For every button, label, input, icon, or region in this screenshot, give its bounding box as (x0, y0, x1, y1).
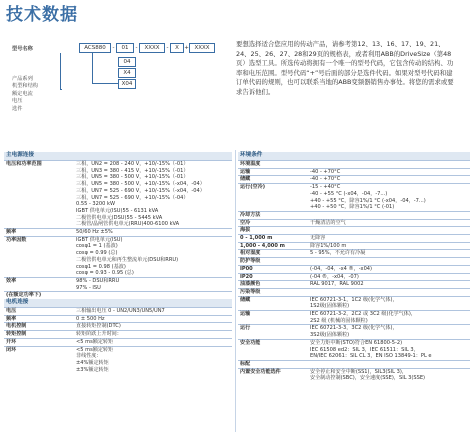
table-row (4, 292, 232, 299)
row-value (308, 176, 470, 184)
row-value-line: 二极管供电单元(DSU)55 - 5445 kVA (76, 214, 163, 221)
right-spec-table (238, 152, 470, 382)
row-value-line: -15 - +40°C (310, 184, 341, 191)
row-value-line: -40 - +70°C (310, 168, 341, 175)
type-code-subbox-x4: X4 (118, 68, 136, 78)
type-code-description: 要想选择适合您应用的传动产品，请参考第12、13、16、17、19、21、24、25、26、27、28和29页的规格表，或者利用ABB的DriveSize（第48页）选型工具。所选传动将拥有一个唯一的型号代码，它包含传动的结构、功率和电压范围。型号代码“+”号后面的部分是选件代码。如果对型号代码和建订单代码的规则，也可以联系当地的ABB变频器销售办事处。将您的需求或要求告诉他们。 (236, 40, 454, 96)
row-value (308, 250, 470, 258)
row-label: 1,000 - 4,000 m (238, 242, 308, 250)
table-row (4, 277, 232, 291)
table-row (238, 250, 470, 258)
type-code-labels (12, 46, 38, 114)
table-row (238, 176, 470, 184)
table-row (4, 236, 232, 277)
row-value-line: cosφ1 = 1 (基波) (76, 243, 118, 250)
row-value-line: RAL 9017，RAL 9002 (310, 281, 364, 288)
row-value-line: -40 - +70°C (310, 176, 341, 183)
type-code-subbox-x04: X04 (118, 79, 136, 89)
row-value-line: cosφ = 0.93 - 0.95 (总) (76, 270, 134, 277)
table-row (238, 242, 470, 250)
type-code-box-structure: 01 (116, 43, 134, 53)
row-value-line: 无降容 (310, 235, 326, 242)
bracket-line (60, 53, 62, 90)
row-label: 海拔 (238, 227, 308, 235)
row-value (308, 360, 470, 368)
table-row (238, 281, 470, 289)
row-value-line: 安全力矩中断(STO)符合EN 61800-5-2) (310, 339, 403, 346)
row-value-line: 三相，UN5 = 380 - 500 V，+10/-15%（-x04，-04） (76, 181, 205, 188)
row-label: 冷却方法 (238, 211, 308, 219)
row-value (308, 273, 470, 281)
bracket-line (92, 53, 119, 84)
row-value-line: (-04 ®，-x04，-07) (310, 273, 359, 280)
row-label: 储藏 (238, 296, 308, 310)
row-label: 频率 (4, 229, 74, 237)
table-row (238, 227, 470, 235)
row-value-line: 0 ± 500 Hz (76, 315, 105, 322)
row-value (308, 281, 470, 289)
row-label: 防护等级 (238, 258, 308, 266)
row-value (308, 227, 470, 235)
type-code-label-voltage: 电压 (12, 98, 23, 105)
row-label: 转矩控制 (4, 331, 74, 339)
section-header: 环境条件 (238, 152, 470, 161)
row-label: 安全功能 (238, 339, 308, 360)
row-value-line: 3S2级(固体颗粒) (310, 332, 350, 339)
row-label: 闭环 (4, 346, 74, 373)
row-value (308, 265, 470, 273)
row-value (74, 277, 232, 291)
type-code-box-voltage: X (170, 43, 184, 53)
row-label: 内置安全功能选件 (238, 368, 308, 382)
row-value-line: 50/60 Hz ±5% (76, 229, 113, 236)
row-value-line: <5 ms额定转矩 (76, 346, 114, 353)
row-value-line: 2S2 级 (机械的固体颗粒) (310, 317, 368, 324)
table-row (4, 161, 232, 229)
type-code-row: ACS880 - 01 - XXXX - X + XXXX (79, 42, 215, 53)
table-row (4, 308, 232, 316)
row-value (308, 161, 470, 169)
table-row (4, 315, 232, 323)
row-value (74, 229, 232, 237)
row-value-line: 1S2级(固体颗粒) (310, 303, 350, 310)
row-value-line: ±4%额定转矩 (76, 359, 109, 366)
table-row (238, 273, 470, 281)
row-value (308, 368, 470, 382)
row-value-line: (-04，-04，-x4 ®，-x04) (310, 265, 373, 272)
row-label: 运输 (238, 311, 308, 325)
section-header-row (238, 152, 470, 161)
section-header-row (4, 299, 232, 308)
type-code-box-current: XXXX (139, 43, 165, 53)
table-row (238, 360, 470, 368)
row-value (74, 338, 232, 346)
row-label: 电机控制 (4, 323, 74, 331)
row-label: 环境温度 (238, 161, 308, 169)
row-value-line: 降容1%/100 m (310, 242, 347, 249)
row-label: 效率 (4, 277, 74, 291)
row-label: 0 - 1,000 m (238, 235, 308, 243)
table-row (238, 265, 470, 273)
row-value-line: IEC 61508 ed2：SIL 3，IEC 61511：SIL 3， (310, 346, 419, 353)
row-value (74, 315, 232, 323)
table-row (4, 323, 232, 331)
row-value (74, 331, 232, 339)
row-value (308, 184, 470, 212)
row-value-line: 三相，UN5 = 380 - 500 V，+10/-15%（-01） (76, 174, 189, 181)
row-label: IP00 (238, 265, 308, 273)
section-header: 电机连接 (4, 299, 232, 308)
table-row (238, 288, 470, 296)
type-code-label-options: 选件 (12, 105, 23, 112)
table-row (238, 311, 470, 325)
table-row (238, 258, 470, 266)
row-value (308, 311, 470, 325)
row-value-line: 三相输出电压 0 - UN2/UN3/UN5/UN7 (76, 308, 165, 315)
row-value-line: IEC 60721-3-1，1C2 级(化学气体)， (310, 296, 398, 303)
row-value (74, 161, 232, 229)
table-row (238, 184, 470, 212)
type-code-label-current: 额定电流 (12, 90, 33, 97)
row-value-line: 二极管/晶闸管供电单元(RRU)400-6100 kVA (76, 221, 180, 228)
row-value-line: -40 - +55 °C (-x04，-04，-7...) (310, 190, 388, 197)
row-label: 储藏 (238, 176, 308, 184)
table-row (238, 219, 470, 227)
row-label: 空冷 (238, 219, 308, 227)
table-row (4, 331, 232, 339)
table-row (238, 161, 470, 169)
row-value (308, 288, 470, 296)
table-row (238, 339, 470, 360)
row-value-line: cosφ = 0.99 (总) (76, 250, 118, 257)
row-value (308, 168, 470, 176)
page-title: 技术数据 (6, 5, 78, 25)
left-spec-table (4, 152, 232, 373)
row-label: (在额定功率下) (4, 292, 74, 299)
row-value (74, 236, 232, 277)
type-code-label-structure: 机型和结构 (12, 83, 38, 90)
row-label: 频率 (4, 315, 74, 323)
row-value (308, 258, 470, 266)
table-row (4, 338, 232, 346)
row-value (74, 323, 232, 331)
row-value (308, 339, 470, 360)
row-label: 开环 (4, 338, 74, 346)
row-value-line: 0.55 - 3200 kW (76, 201, 115, 208)
type-code-subbox-04: 04 (118, 57, 136, 67)
table-row (238, 296, 470, 310)
row-value-line: 5 - 95%，不允许有冷凝 (310, 250, 366, 257)
row-value-line: <5 ms额定转矩 (76, 338, 114, 345)
section-header-row (4, 152, 232, 161)
row-value-line: 三相，UN7 = 525 - 690 V，+10/-15%（-04） (76, 194, 189, 201)
table-row (4, 346, 232, 373)
row-value-line: 97% - ISU (76, 284, 101, 291)
row-label: 标配 (238, 360, 308, 368)
row-value-line: 非线性度： (76, 353, 102, 360)
row-value-line: ±3%额定转矩 (76, 366, 109, 373)
row-value-line: IGBT 供电单元(ISU) (76, 236, 123, 243)
row-value-line: 98% - DSU和RRU (76, 277, 120, 284)
row-value-line: IEC 60721-3-3，3C2 级(化学气体)， (310, 325, 398, 332)
row-value-line: +40 - +55 °C，降容1%/1 °C (-x04，-04，-7...) (310, 197, 426, 204)
row-value-line: EN/IEC 62061：SIL CL 3，EN ISO 13849-1：PL e (310, 353, 432, 360)
row-value-line: 三相，UN3 = 380 - 415 V，+10/-15%（-01） (76, 167, 189, 174)
row-value-line: 安全制动控制(SBC)，安全速度(SSE)，SIL 3(SSE) (310, 375, 426, 382)
table-row (238, 235, 470, 243)
row-value-line: 三相，UN2 = 208 - 240 V，+10/-15%（-01） (76, 161, 189, 167)
type-code-label-series: 产品系列 (12, 75, 33, 82)
table-row (4, 229, 232, 237)
row-value (74, 292, 232, 299)
row-label: 污染等级 (238, 288, 308, 296)
row-label: 相对湿度 (238, 250, 308, 258)
table-row (238, 168, 470, 176)
table-row (238, 325, 470, 339)
table-row (238, 368, 470, 382)
row-label: 运输 (238, 168, 308, 176)
row-value (308, 211, 470, 219)
type-code-box-series: ACS880 (79, 43, 111, 53)
row-label: 电压和功率范围 (4, 161, 74, 229)
row-value (74, 308, 232, 316)
section-header: 主电源连接 (4, 152, 232, 161)
row-value-line: 三相，UN7 = 525 - 690 V，+10/-15%（-x04，-04） (76, 187, 205, 194)
row-value-line: 直接转矩控制(DTC) (76, 323, 121, 330)
row-value-line: 二极管供电单元和再生整流单元(DSU和RRU) (76, 256, 179, 263)
row-label: 功率因数 (4, 236, 74, 277)
row-value-line: 安全停止和安全中断(SS1)，SIL3(SIL 3)， (310, 368, 407, 375)
row-value (74, 346, 232, 373)
row-label: 运行(空冷) (238, 184, 308, 212)
row-value (308, 296, 470, 310)
type-code-box-options: XXXX (189, 43, 215, 53)
row-value (308, 235, 470, 243)
row-value (308, 325, 470, 339)
table-row (238, 211, 470, 219)
row-value (308, 242, 470, 250)
row-label: 电压 (4, 308, 74, 316)
row-value-line: IGBT 供电单元(ISU)55 - 6131 kVA (76, 207, 159, 214)
row-label: 运行 (238, 325, 308, 339)
row-value-line: +40 - +50 °C，降容1%/1 °C (-01) (310, 204, 395, 211)
row-label: IP20 (238, 273, 308, 281)
type-code-main-label: 型号名称 (12, 46, 33, 52)
row-label: 油漆颜色 (238, 281, 308, 289)
column-divider (235, 150, 236, 432)
row-value (308, 219, 470, 227)
row-value-line: IEC 60721-3-2，2C2 或 3C2 级(化学气体)， (310, 311, 416, 318)
row-value-line: cosφ1 = 0.98 (基波) (76, 263, 126, 270)
row-value-line: 转矩阶跃上升时间： (76, 331, 122, 338)
row-value-line: 干燥清洁的空气 (310, 219, 346, 226)
